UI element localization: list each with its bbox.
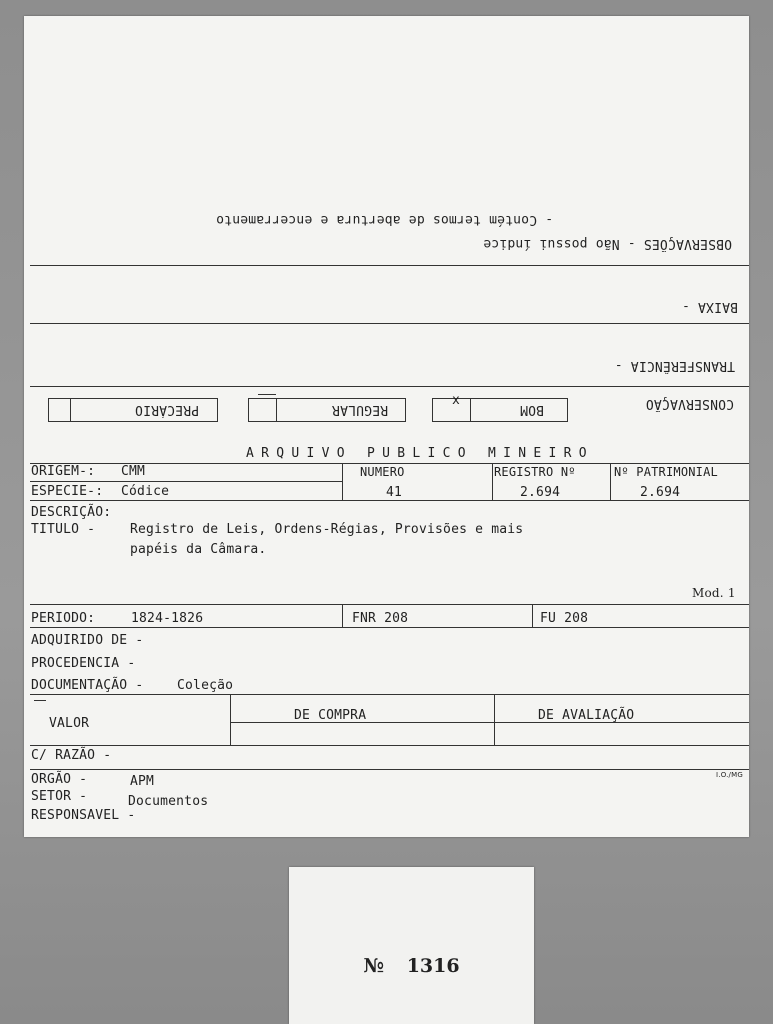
number-sign: № (363, 955, 385, 977)
periodo-label: PERIODO: (31, 611, 96, 626)
col-divider-3 (610, 463, 611, 500)
periodo-bottom-line (30, 627, 749, 628)
orgao-value: APM (130, 774, 155, 789)
conservacao-precario: PRECÁRIO (134, 402, 200, 417)
divider-observacoes (30, 265, 749, 266)
valor-divider-1 (230, 694, 231, 745)
observacoes-line1: OBSERVAÇÕES - Não possui índice (483, 236, 732, 251)
number-stamp (289, 867, 534, 1024)
valor-mid-line (230, 722, 749, 723)
documentacao-value: Coleção (177, 678, 234, 693)
numero-value: 41 (386, 485, 403, 500)
regular-box-tick (258, 394, 276, 395)
fnr-value: FNR 208 (352, 611, 409, 626)
stamp-number-value: 1316 (406, 955, 460, 977)
razao-label: C/ RAZÃO - (31, 748, 112, 763)
procedencia-label: PROCEDENCIA - (31, 656, 136, 671)
institution-title: ARQUIVO PUBLICO MINEIRO (246, 446, 594, 461)
transferencia-label: TRANSFERÊNCIA - (614, 358, 735, 373)
periodo-divider-2 (532, 604, 533, 628)
especie-value: Códice (121, 484, 170, 499)
form-model: Mod. 1 (692, 586, 736, 600)
header-bottom-line (30, 500, 749, 501)
responsavel-label: RESPONSAVEL - (31, 808, 136, 823)
observacoes-line2: - Contém termos de abertura e encerramento (216, 212, 554, 227)
precario-box-divider (70, 398, 71, 422)
stamp-number (289, 955, 534, 977)
periodo-value: 1824-1826 (131, 611, 204, 626)
valor-top-line (30, 694, 749, 695)
periodo-top-line (30, 604, 749, 605)
valor-bottom-line (30, 745, 749, 746)
registro-label: REGISTRO Nº (494, 465, 576, 479)
numero-label: NUMERO (360, 465, 405, 479)
documentacao-label: DOCUMENTAÇÃO - (31, 678, 144, 693)
adquirido-label: ADQUIRIDO DE - (31, 633, 144, 648)
conservacao-bom-mark: x (452, 393, 461, 408)
bom-box-divider (470, 398, 471, 422)
divider-baixa (30, 323, 749, 324)
de-avaliacao-label: DE AVALIAÇÃO (538, 708, 635, 723)
especie-label: ESPECIE-: (31, 484, 104, 499)
razao-bottom-line (30, 769, 749, 770)
fu-value: FU 208 (540, 611, 589, 626)
titulo-line1: Registro de Leis, Ordens-Régias, Provisões e mais (130, 522, 524, 537)
patrimonial-label: Nº PATRIMONIAL (614, 465, 718, 479)
registro-value: 2.694 (520, 485, 561, 500)
descricao-label: DESCRIÇÃO: (31, 505, 112, 520)
catalog-card (24, 16, 749, 837)
patrimonial-value: 2.694 (640, 485, 681, 500)
titulo-line2: papéis da Câmara. (130, 542, 267, 557)
conservacao-bom: BOM (519, 402, 545, 417)
conservacao-label: CONSERVAÇÃO (645, 396, 734, 411)
conservacao-regular: REGULAR (331, 402, 389, 417)
col-divider-2 (492, 463, 493, 500)
origem-value: CMM (121, 464, 146, 479)
valor-divider-2 (494, 694, 495, 745)
titulo-label: TITULO - (31, 522, 96, 537)
col-divider-1 (342, 463, 343, 500)
setor-value: Documentos (128, 794, 209, 809)
divider-transferencia (30, 386, 749, 387)
setor-label: SETOR - (31, 789, 88, 804)
printer-mark: I.O./MG (716, 771, 743, 779)
orgao-label: ORGÃO - (31, 772, 88, 787)
regular-box-divider (276, 398, 277, 422)
periodo-divider-1 (342, 604, 343, 628)
valor-tick (34, 700, 46, 701)
origem-label: ORIGEM-: (31, 464, 96, 479)
valor-label: VALOR (49, 716, 90, 731)
de-compra-label: DE COMPRA (294, 708, 367, 723)
baixa-label: BAIXA - (681, 299, 738, 314)
origem-line (30, 481, 342, 482)
